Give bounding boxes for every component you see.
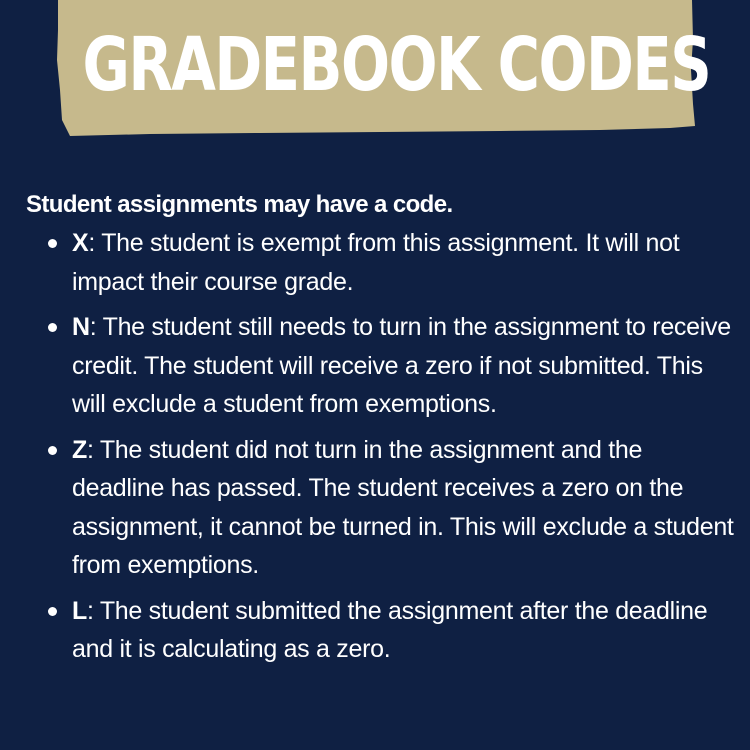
code-item-l — [26, 592, 736, 669]
bullet-icon — [48, 607, 57, 616]
title-banner — [0, 0, 750, 150]
bullet-icon — [48, 446, 57, 455]
code-description: : The student still needs to turn in the assignment to receive credit. The student will receive a zero if not submitted. This will exclude a student from exemptions. — [72, 313, 731, 418]
code-item-n — [26, 308, 736, 424]
content-area — [26, 190, 736, 676]
code-letter: L — [72, 596, 87, 625]
code-description: : The student did not turn in the assignment and the deadline has passed. The student receives a zero on the assignment, it cannot be turned in. This will exclude a student from exemptions. — [72, 435, 734, 579]
page-title: GRADEBOOK CODES — [82, 22, 711, 108]
code-description: : The student is exempt from this assignment. It will not impact their course grade. — [72, 229, 680, 296]
code-item-z — [26, 431, 736, 585]
code-item-x — [26, 224, 736, 301]
bullet-icon — [48, 239, 57, 248]
code-letter: X — [72, 229, 89, 257]
intro-heading: Student assignments may have a code. — [26, 191, 453, 218]
code-letter: Z — [72, 435, 87, 464]
bullet-icon — [48, 323, 57, 332]
code-letter: N — [72, 313, 90, 341]
code-list — [26, 224, 736, 669]
code-description: : The student submitted the assignment after the deadline and it is calculating as a zero. — [72, 596, 708, 663]
